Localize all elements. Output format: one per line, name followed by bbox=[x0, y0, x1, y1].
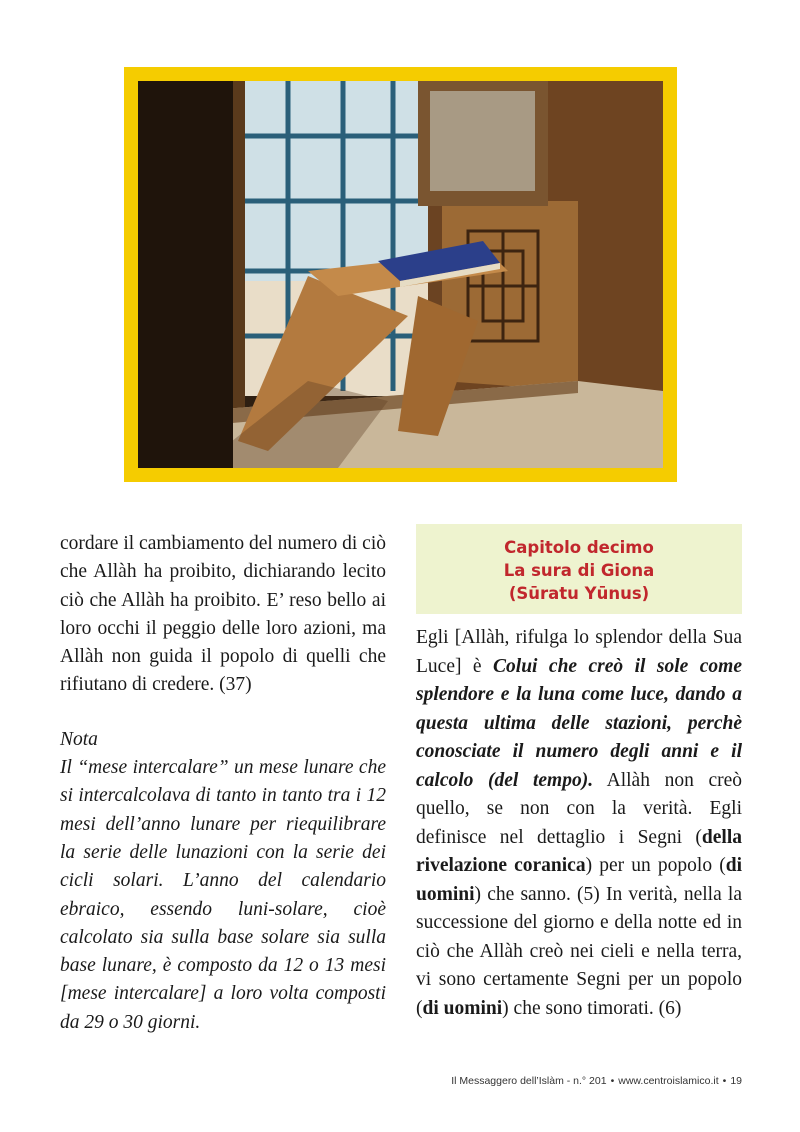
chapter-title: La sura di Giona bbox=[503, 561, 655, 580]
chapter-arabic-title: (Sūratu Yūnus) bbox=[508, 584, 650, 603]
page-number: 19 bbox=[730, 1075, 742, 1087]
text-segment: ) che sono timorati. (6) bbox=[502, 997, 682, 1019]
chapter-number: Capitolo decimo bbox=[504, 538, 654, 557]
quran-quote: Colui che creò il sole come splendore e la luna come luce, dando a questa ultima delle stazioni, perchè conosciate il numero degli anni e il calcolo (del tempo). bbox=[416, 655, 743, 791]
right-column bbox=[416, 524, 742, 1023]
bold-insert: della rivelazione coranica bbox=[416, 826, 742, 876]
footer-website: www.centroislamico.it bbox=[618, 1075, 719, 1087]
footer-magazine: Il Messaggero dell’Islàm - n.° 201 bbox=[451, 1075, 607, 1087]
note bbox=[60, 726, 386, 1037]
text-segment: Allàh non creò quello, se non con la verità. Egli definisce nel dettaglio i Segni ( bbox=[416, 769, 742, 848]
left-paragraph: cordare il cambiamento del numero di ciò che Allàh ha proibito, dichiarando lecito ciò che Allàh ha proibito. E’ reso bello ai loro occhi il peggio delle loro azioni, ma Allàh non guida il popolo di quelli che rifiutano di credere. (37) bbox=[60, 533, 386, 696]
left-column bbox=[60, 530, 386, 1037]
photo-quran-stand-by-window bbox=[138, 81, 663, 468]
text-segment: ) che sanno. (5) In verità, nella la successione del giorno e della notte ed in ciò che Allàh creò nei cieli e nella terra, vi sono certamente Segni per un popolo ( bbox=[416, 883, 742, 1019]
chapter-heading-box bbox=[416, 524, 742, 614]
text-segment: Egli [Allàh, rifulga lo splendor della Sua Luce] è bbox=[416, 627, 742, 677]
page-footer: Il Messaggero dell’Islàm - n.° 201 • www.centroislamico.it • 19 bbox=[451, 1075, 742, 1087]
note-title: Nota bbox=[60, 728, 98, 750]
photo-frame bbox=[124, 67, 677, 482]
text-segment: ) per un popolo ( bbox=[585, 855, 726, 876]
right-paragraph bbox=[416, 624, 742, 1023]
bold-insert: di uomini bbox=[422, 997, 503, 1019]
note-text: Il “mese intercalare” un mese lunare che si intercalcolava di tanto in tanto tra i 12 mesi dell’anno lunare per riequilibrare la serie delle lunazioni con la serie dei cicli solari. L’anno del calendario ebraico, essendo luni-solare, cioè calcolato sia sulla base solare sia sulla base lunare, è composto da 12 o 13 mesi [mese intercalare] a loro volta composti da 29 o 30 giorni. bbox=[60, 757, 386, 1033]
bold-insert: di uomini bbox=[416, 855, 742, 905]
